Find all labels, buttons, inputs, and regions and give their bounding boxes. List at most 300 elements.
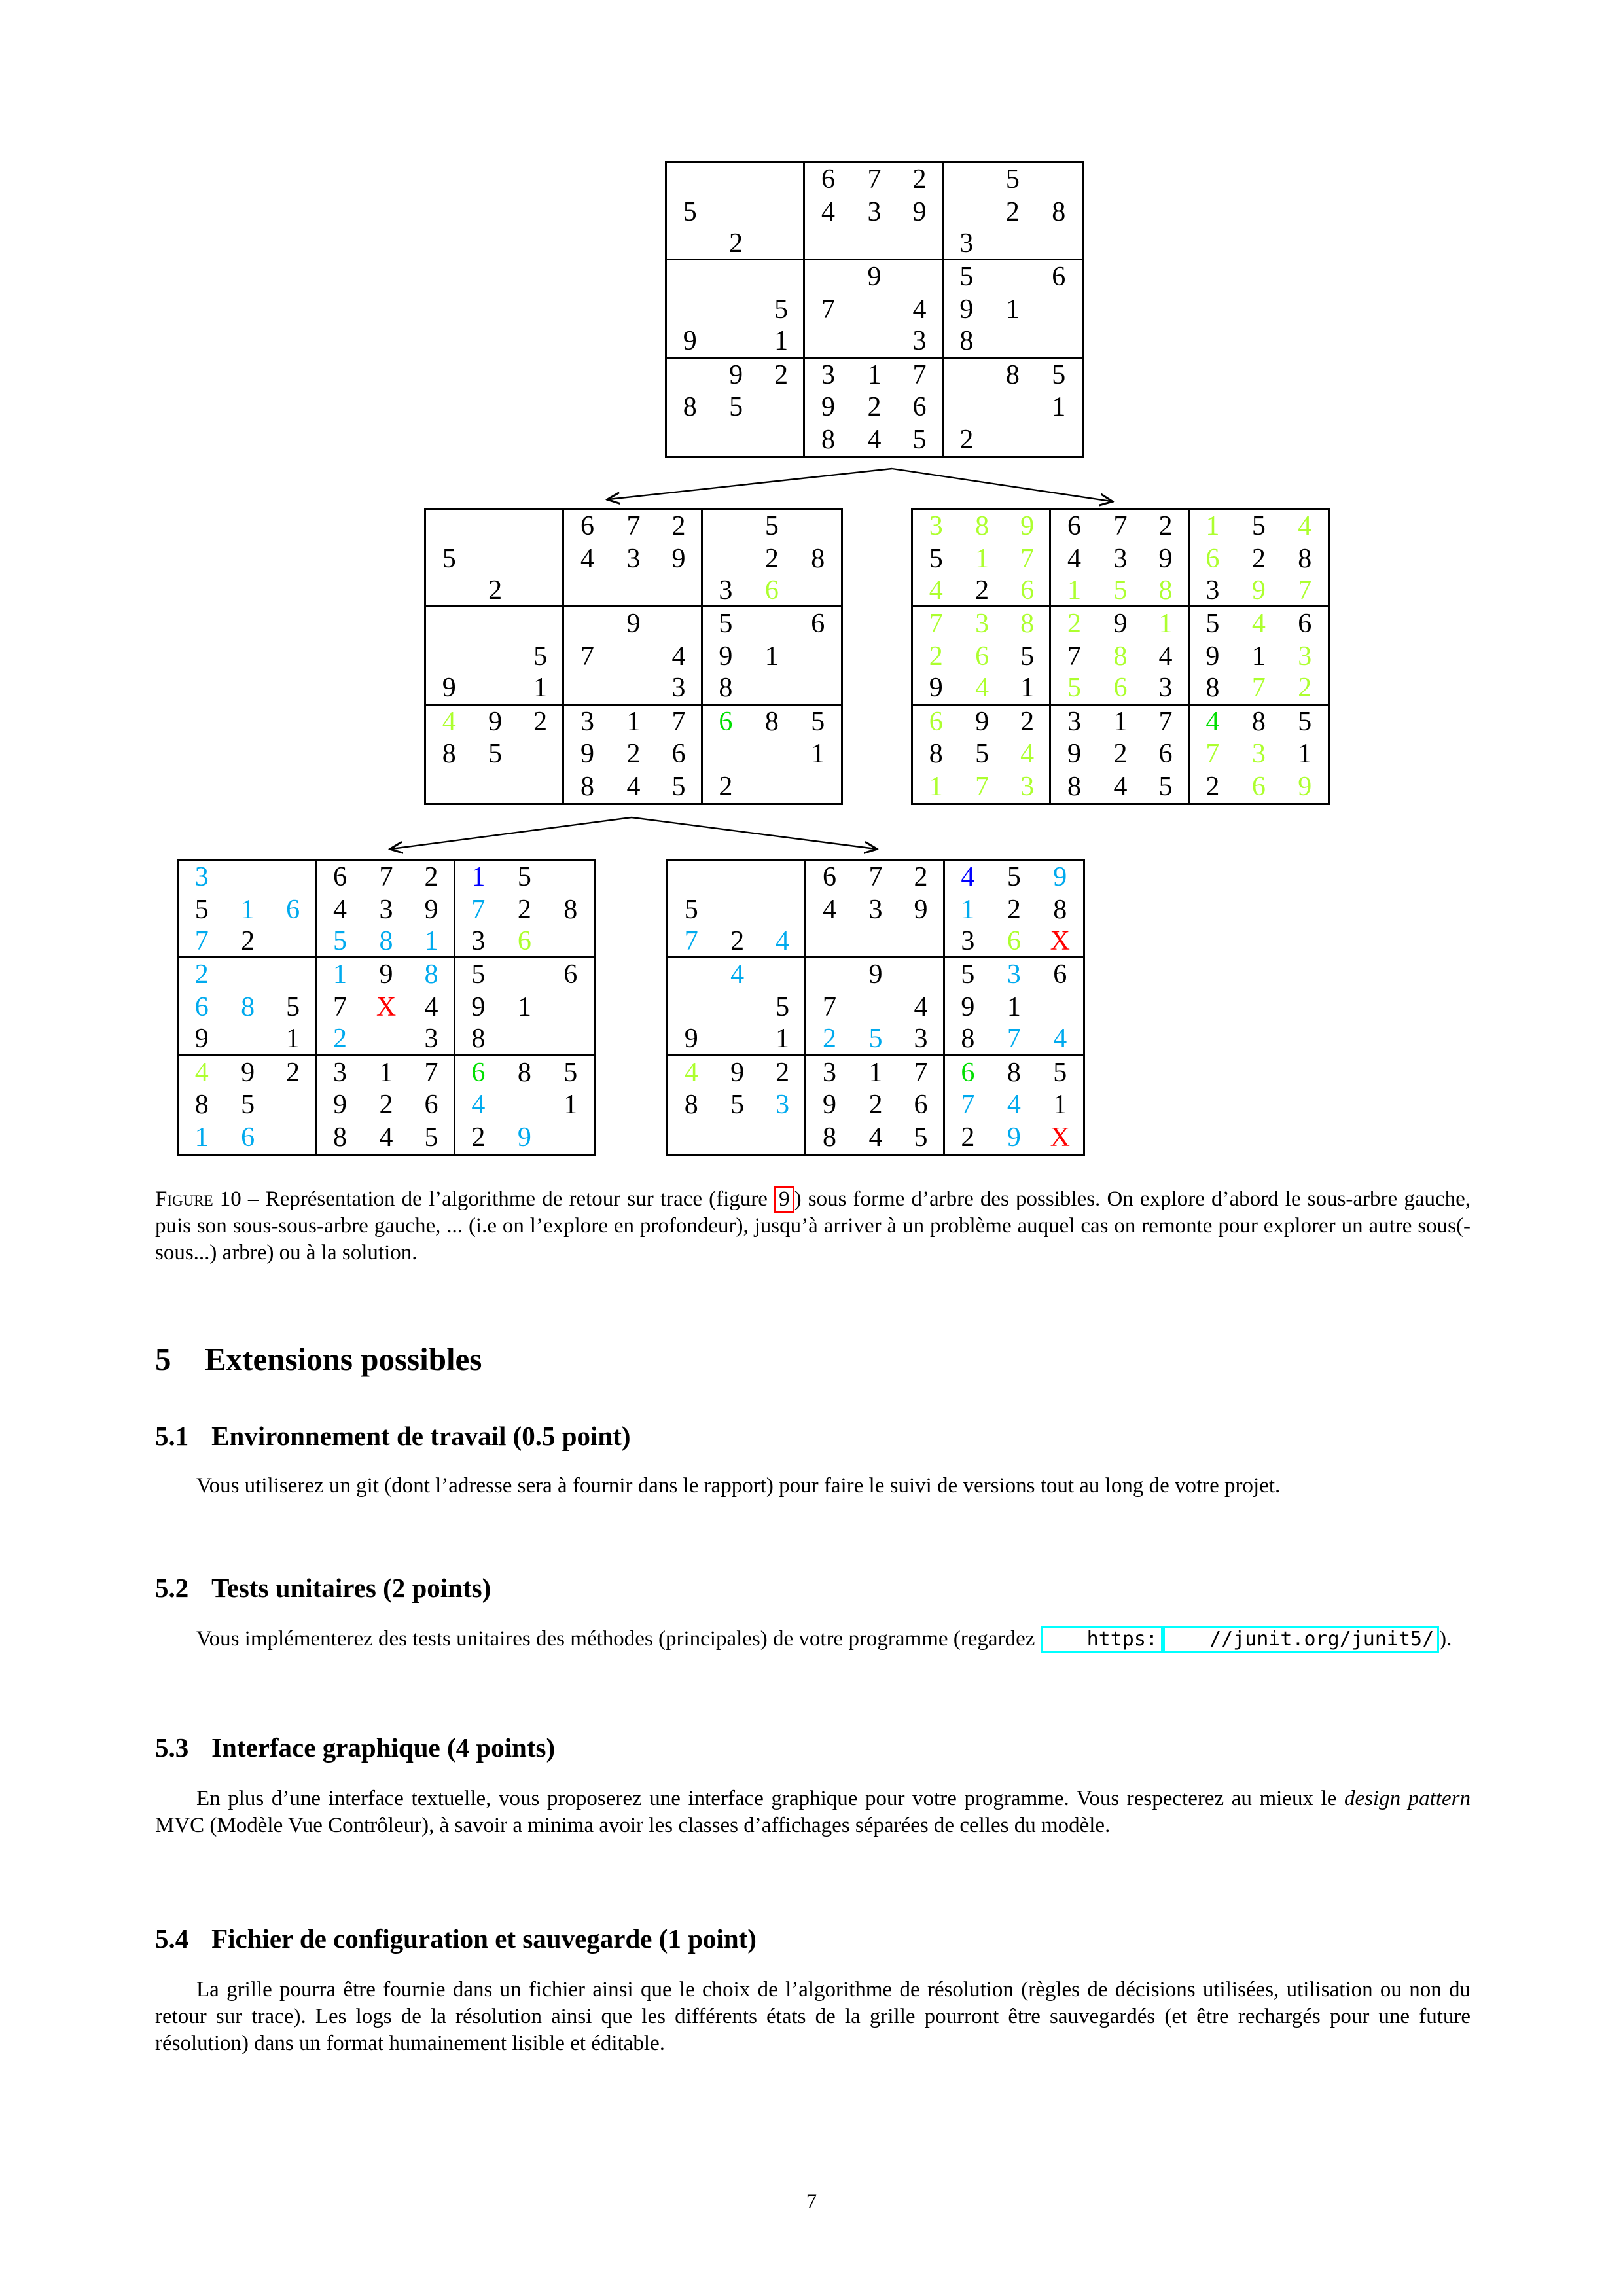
- sudoku-cell: 1: [929, 772, 943, 802]
- sudoku-cell: 6: [563, 960, 578, 990]
- sudoku-cell: [656, 575, 702, 608]
- sudoku-cell: 6: [749, 575, 794, 608]
- sudoku-cell: [501, 958, 547, 991]
- sudoku-cell: 9: [868, 960, 883, 990]
- section-5-3-text-after-italic: MVC (Modèle Vue Contrôleur), à savoir a minima avoir les classes d’affichages séparées de celles du modèle.: [155, 1814, 1111, 1837]
- sudoku-cell: 1: [1251, 641, 1266, 672]
- sudoku-cell: 8: [1113, 641, 1128, 672]
- sudoku-cell: [759, 391, 805, 423]
- sudoku-cell: 4: [730, 960, 745, 990]
- sudoku-cell: [472, 543, 518, 575]
- sudoku-cell: [899, 926, 944, 959]
- sudoku-cell: [564, 607, 610, 640]
- sudoku-cell: X: [376, 992, 397, 1022]
- sudoku-cell: [668, 861, 714, 893]
- sudoku-cell: [518, 543, 564, 575]
- sudoku-cell: [806, 926, 852, 959]
- sudoku-cell: 1: [1005, 294, 1020, 325]
- sudoku-cell: 9: [961, 992, 975, 1022]
- sudoku-cell: 8: [811, 543, 825, 574]
- sudoku-cell: 4: [1037, 1024, 1083, 1056]
- sudoku-cell: 2: [1005, 706, 1051, 738]
- sudoku-cell: 1: [1205, 511, 1220, 541]
- sudoku-cell: 4: [580, 543, 595, 574]
- sudoku-cell: 9: [426, 673, 472, 706]
- sudoku-cell: [472, 673, 518, 706]
- sudoku-cell: 9: [409, 893, 455, 926]
- sudoku-cell: 8: [455, 1024, 501, 1056]
- sudoku-cell: 2: [897, 163, 943, 196]
- sudoku-cell: 5: [1052, 359, 1066, 390]
- sudoku-cell: 6: [580, 511, 595, 541]
- sudoku-cell: 5: [442, 543, 456, 574]
- sudoku-cell: 4: [823, 894, 837, 925]
- sudoku-cell: 9: [897, 196, 943, 228]
- sudoku-cell: 8: [333, 1122, 348, 1153]
- sudoku-cell: 8: [1067, 772, 1082, 802]
- sudoku-cell: 3: [455, 926, 501, 959]
- sudoku-cell: 8: [823, 1122, 837, 1153]
- sudoku-cell: 9: [333, 1090, 348, 1121]
- sudoku-cell: 3: [656, 673, 702, 706]
- sudoku-cell: 5: [811, 706, 825, 737]
- sudoku-cell: 5: [471, 960, 486, 990]
- sudoku-cell: 6: [501, 926, 547, 959]
- sudoku-cell: [713, 260, 758, 293]
- sudoku-cell: 9: [1005, 510, 1051, 543]
- sudoku-cell: 8: [517, 1057, 531, 1088]
- sudoku-cell: 1: [764, 641, 779, 672]
- sudoku-cell: 7: [471, 894, 486, 925]
- sudoku-cell: [759, 163, 805, 196]
- sudoku-cell: 1: [194, 1122, 209, 1153]
- sudoku-cell: 3: [1007, 960, 1021, 990]
- sudoku-cell: X: [1037, 926, 1083, 959]
- sudoku-cell: 2: [1007, 894, 1021, 925]
- figure-caption-text-after-ref: ) sous forme d’arbre des possibles. On explore d’abord le sous-arbre gauche, puis son sous-sous-arbre gauche, ... (i.e on l’explore en profondeur), jusqu’à arriver à un problème auquel cas on remonte pour explorer un autre sous(-sous...) arbre) ou à la solution.: [155, 1187, 1471, 1265]
- sudoku-cell: [611, 575, 656, 608]
- sudoku-cell: 5: [1051, 673, 1097, 706]
- sudoku-cell: 3: [194, 861, 209, 892]
- sudoku-cell: 9: [668, 1024, 714, 1056]
- sudoku-cell: 5: [488, 739, 503, 770]
- section-5-2-text-after-link: ).: [1439, 1627, 1452, 1651]
- sudoku-cell: 2: [764, 543, 779, 574]
- sudoku-cell: [990, 391, 1035, 423]
- section-5-1-paragraph: Vous utiliserez un git (dont l’adresse sera à fournir dans le rapport) pour faire le suivi de versions tout au long de votre projet.: [196, 1474, 1281, 1498]
- sudoku-cell: 2: [899, 861, 944, 893]
- sudoku-cell: [548, 1121, 594, 1154]
- sudoku-cell: 9: [913, 673, 959, 706]
- sudoku-cell: [363, 1024, 409, 1056]
- sudoku-cell: 3: [626, 543, 641, 574]
- sudoku-cell: 1: [867, 359, 882, 390]
- sudoku-cell: 7: [868, 861, 883, 892]
- sudoku-cell: [472, 770, 518, 803]
- sudoku-cell: [667, 423, 713, 456]
- junit-link-part-2[interactable]: //junit.org/junit5/: [1163, 1626, 1439, 1653]
- sudoku-cell: 9: [241, 1057, 255, 1088]
- sudoku-cell: 9: [379, 960, 393, 990]
- sudoku-cell: 6: [1067, 511, 1082, 541]
- sudoku-cell: 8: [684, 1090, 698, 1121]
- sudoku-cell: 9: [729, 359, 743, 390]
- sudoku-cell: [760, 1121, 806, 1154]
- sudoku-cell: X: [1050, 1122, 1070, 1153]
- sudoku-cell: 1: [379, 1057, 393, 1088]
- section-5-4-paragraph: La grille pourra être fournie dans un fichier ainsi que le choix de l’algorithme de résolution (règles de décisions utilisées, utilisation ou non du retour sur trace). Les logs de la résolution ainsi que les différents états de la grille pourront être sauvegardés (et être rechargés pour une future résolution) dans un format humainement lisible et éditable.: [155, 1978, 1471, 2055]
- sudoku-cell: 2: [959, 575, 1005, 608]
- sudoku-cell: [564, 673, 610, 706]
- sudoku-cell: [990, 260, 1035, 293]
- sudoku-cell: [795, 673, 841, 706]
- sudoku-cell: [1037, 991, 1083, 1024]
- sudoku-cell: [271, 958, 317, 991]
- sudoku-cell: 6: [656, 738, 702, 770]
- sudoku-cell: [990, 423, 1035, 456]
- sudoku-cell: 5: [961, 960, 975, 990]
- sudoku-cell: 7: [991, 1024, 1037, 1056]
- sudoku-cell: 2: [867, 392, 882, 423]
- sudoku-cell: 5: [929, 543, 943, 574]
- sudoku-cell: 7: [1005, 543, 1051, 575]
- figure-9-reference-link[interactable]: 9: [774, 1186, 794, 1213]
- sudoku-cell: 2: [472, 575, 518, 608]
- sudoku-cell: 5: [1005, 640, 1051, 673]
- sudoku-cell: 4: [333, 894, 348, 925]
- sudoku-cell: [667, 260, 713, 293]
- sudoku-cell: 4: [868, 1122, 883, 1153]
- sudoku-cell: [518, 607, 564, 640]
- figure-caption-label: Figure 10: [155, 1187, 241, 1211]
- sudoku-cell: 3: [1113, 543, 1128, 574]
- sudoku-cell: 9: [899, 893, 944, 926]
- sudoku-cell: [224, 861, 270, 893]
- sudoku-cell: [472, 607, 518, 640]
- sudoku-cell: 4: [867, 425, 882, 456]
- sudoku-cell: 6: [897, 391, 943, 423]
- sudoku-cell: 6: [899, 1088, 944, 1121]
- sudoku-cell: 4: [1298, 511, 1312, 541]
- sudoku-cell: 5: [975, 739, 990, 770]
- sudoku-cell: 4: [656, 640, 702, 673]
- sudoku-cell: 6: [194, 992, 209, 1022]
- sudoku-cell: [548, 1024, 594, 1056]
- sudoku-cell: [518, 738, 564, 770]
- sudoku-cell: 5: [409, 1121, 455, 1154]
- sudoku-cell: 5: [656, 770, 702, 803]
- sudoku-cell: 7: [961, 1090, 975, 1121]
- section-5-4-number: 5.4: [155, 1924, 189, 1954]
- sudoku-cell: 4: [959, 673, 1005, 706]
- sudoku-cell: 5: [1143, 770, 1189, 803]
- sudoku-cell: 7: [897, 359, 943, 391]
- sudoku-cell: 8: [1298, 543, 1312, 574]
- sudoku-cell: 2: [713, 228, 758, 261]
- sudoku-cell: 9: [1113, 609, 1128, 639]
- sudoku-cell: 1: [1298, 739, 1312, 770]
- section-5-heading: [155, 1340, 482, 1378]
- sudoku-cell: 5: [729, 392, 743, 423]
- sudoku-cell: 5: [684, 894, 698, 925]
- sudoku-cell: 3: [760, 1088, 806, 1121]
- sudoku-cell: [897, 260, 943, 293]
- sudoku-cell: [703, 543, 749, 575]
- sudoku-cell: 9: [1298, 772, 1312, 802]
- sudoku-cell: 6: [1143, 738, 1189, 770]
- sudoku-cell: 3: [868, 894, 883, 925]
- sudoku-cell: 3: [1005, 770, 1051, 803]
- sudoku-cell: 2: [1282, 673, 1328, 706]
- sudoku-cell: [668, 991, 714, 1024]
- sudoku-cell: 7: [929, 609, 943, 639]
- sudoku-cell: 7: [333, 992, 348, 1022]
- sudoku-cell: 9: [1067, 739, 1082, 770]
- sudoku-cell: 1: [241, 894, 255, 925]
- sudoku-cell: 8: [1007, 1057, 1021, 1088]
- junit-link-part-1[interactable]: https:: [1041, 1626, 1163, 1653]
- sudoku-cell: 6: [333, 861, 348, 892]
- sudoku-cell: 2: [317, 1024, 363, 1056]
- section-5-1-heading: [155, 1420, 631, 1452]
- sudoku-cell: 9: [179, 1024, 224, 1056]
- sudoku-cell: [564, 575, 610, 608]
- sudoku-cell: 2: [1067, 609, 1082, 639]
- sudoku-cell: 9: [719, 641, 733, 672]
- sudoku-cell: 3: [945, 926, 991, 959]
- sudoku-cell: 7: [409, 1056, 455, 1089]
- sudoku-cell: 2: [929, 641, 943, 672]
- sudoku-cell: 8: [442, 739, 456, 770]
- sudoku-cell: 9: [1143, 543, 1189, 575]
- sudoku-cell: 3: [1067, 706, 1082, 737]
- sudoku-cell: 5: [683, 196, 697, 227]
- sudoku-cell: 9: [1236, 575, 1281, 608]
- sudoku-cell: 7: [656, 706, 702, 738]
- sudoku-cell: [713, 196, 758, 228]
- sudoku-cell: 7: [1143, 706, 1189, 738]
- sudoku-cell: [795, 770, 841, 803]
- sudoku-cell: 2: [379, 1090, 393, 1121]
- sudoku-cell: 7: [821, 294, 836, 325]
- sudoku-cell: [271, 926, 317, 959]
- sudoku-cell: 7: [379, 861, 393, 892]
- sudoku-cell: 2: [471, 1122, 486, 1153]
- sudoku-cell: [271, 1121, 317, 1154]
- section-5-number: 5: [155, 1341, 171, 1377]
- sudoku-cell: 9: [959, 294, 974, 325]
- sudoku-cell: [501, 1088, 547, 1121]
- sudoku-cell: 3: [409, 1024, 455, 1056]
- sudoku-cell: 7: [899, 1056, 944, 1089]
- sudoku-cell: 2: [517, 894, 531, 925]
- sudoku-cell: 5: [959, 262, 974, 293]
- sudoku-cell: 7: [179, 926, 224, 959]
- sudoku-cell: [713, 423, 758, 456]
- sudoku-cell: 5: [563, 1057, 578, 1088]
- sudoku-cell: 4: [897, 293, 943, 326]
- figure-caption-dash: –: [241, 1187, 266, 1211]
- sudoku-cell: [426, 640, 472, 673]
- sudoku-cell: 1: [1113, 706, 1128, 737]
- sudoku-cell: 6: [1251, 772, 1266, 802]
- design-pattern-italic: design pattern: [1344, 1787, 1471, 1810]
- sudoku-cell: 1: [518, 673, 564, 706]
- sudoku-cell: 6: [241, 1122, 255, 1153]
- sudoku-cell: 3: [867, 196, 882, 227]
- sudoku-cell: 4: [626, 772, 641, 802]
- sudoku-cell: 1: [1005, 673, 1051, 706]
- sudoku-cell: [759, 228, 805, 261]
- sudoku-cell: 4: [1067, 543, 1082, 574]
- sudoku-cell: 9: [667, 326, 713, 359]
- sudoku-cell: [760, 893, 806, 926]
- sudoku-cell: [1036, 326, 1082, 359]
- sudoku-cell: 7: [580, 641, 595, 672]
- sudoku-cell: 8: [764, 706, 779, 737]
- sudoku-grid-bottom-right-branch: [666, 859, 1085, 1156]
- sudoku-cell: 3: [1251, 739, 1266, 770]
- sudoku-cell: [760, 958, 806, 991]
- sudoku-cell: [656, 607, 702, 640]
- section-5-2-number: 5.2: [155, 1573, 189, 1603]
- sudoku-cell: [851, 228, 897, 261]
- sudoku-cell: 3: [379, 894, 393, 925]
- sudoku-cell: 2: [1205, 772, 1220, 802]
- sudoku-cell: 6: [1053, 960, 1067, 990]
- sudoku-cell: 8: [363, 926, 409, 959]
- sudoku-cell: 9: [580, 739, 595, 770]
- sudoku-cell: 2: [759, 359, 805, 391]
- sudoku-cell: 3: [1143, 673, 1189, 706]
- sudoku-cell: 4: [1205, 706, 1220, 737]
- sudoku-cell: [851, 293, 897, 326]
- sudoku-cell: [667, 359, 713, 391]
- page-number: 7: [806, 2190, 817, 2214]
- sudoku-cell: [1036, 163, 1082, 196]
- section-5-2-title: Tests unitaires (2 points): [211, 1573, 491, 1603]
- sudoku-cell: 8: [1053, 894, 1067, 925]
- sudoku-cell: 9: [1205, 641, 1220, 672]
- sudoku-cell: [1036, 423, 1082, 456]
- sudoku-cell: 5: [1005, 164, 1020, 194]
- sudoku-cell: 5: [1097, 575, 1143, 608]
- sudoku-cell: [611, 673, 656, 706]
- sudoku-cell: 1: [626, 706, 641, 737]
- sudoku-cell: [853, 926, 899, 959]
- sudoku-cell: [759, 423, 805, 456]
- sudoku-cell: 2: [656, 510, 702, 543]
- sudoku-cell: [805, 260, 851, 293]
- sudoku-cell: 7: [1205, 739, 1220, 770]
- sudoku-cell: 2: [271, 1056, 317, 1089]
- sudoku-cell: 2: [760, 1056, 806, 1089]
- sudoku-cell: 3: [823, 1057, 837, 1088]
- sudoku-cell: 1: [811, 739, 825, 770]
- sudoku-cell: 7: [867, 164, 882, 194]
- sudoku-cell: 6: [975, 641, 990, 672]
- sudoku-cell: 5: [730, 1090, 745, 1121]
- sudoku-cell: [1036, 228, 1082, 261]
- sudoku-cell: [518, 770, 564, 803]
- sudoku-cell: 4: [442, 706, 456, 737]
- arrow-root-to-left: [609, 469, 892, 499]
- section-5-3-title: Interface graphique (4 points): [211, 1732, 556, 1763]
- sudoku-cell: 5: [1251, 511, 1266, 541]
- sudoku-cell: 4: [379, 1122, 393, 1153]
- sudoku-cell: 4: [760, 926, 806, 959]
- sudoku-cell: [518, 510, 564, 543]
- sudoku-cell: [1036, 293, 1082, 326]
- sudoku-cell: 9: [471, 992, 486, 1022]
- sudoku-cell: 8: [683, 392, 697, 423]
- sudoku-cell: 8: [580, 772, 595, 802]
- sudoku-cell: [714, 893, 760, 926]
- sudoku-cell: [611, 640, 656, 673]
- sudoku-cell: 1: [961, 894, 975, 925]
- sudoku-cell: [749, 673, 794, 706]
- sudoku-cell: 7: [975, 772, 990, 802]
- sudoku-cell: 2: [626, 739, 641, 770]
- sudoku-cell: 9: [867, 262, 882, 293]
- sudoku-cell: [713, 326, 758, 359]
- sudoku-cell: [714, 1024, 760, 1056]
- sudoku-cell: 3: [580, 706, 595, 737]
- sudoku-cell: [760, 861, 806, 893]
- sudoku-cell: [795, 640, 841, 673]
- sudoku-cell: [806, 958, 852, 991]
- sudoku-cell: [224, 1024, 270, 1056]
- sudoku-cell: 8: [929, 739, 943, 770]
- sudoku-cell: 1: [471, 861, 486, 892]
- sudoku-cell: 3: [333, 1057, 348, 1088]
- sudoku-cell: 9: [1007, 1122, 1021, 1153]
- sudoku-cell: [714, 861, 760, 893]
- sudoku-cell: 6: [1097, 673, 1143, 706]
- section-5-4-heading: [155, 1923, 757, 1954]
- sudoku-cell: 1: [975, 543, 990, 574]
- sudoku-cell: [667, 293, 713, 326]
- sudoku-cell: [795, 575, 841, 608]
- sudoku-cell: 2: [868, 1090, 883, 1121]
- sudoku-cell: 9: [656, 543, 702, 575]
- sudoku-cell: [749, 738, 794, 770]
- sudoku-cell: 3: [975, 609, 990, 639]
- sudoku-cell: 8: [1143, 575, 1189, 608]
- sudoku-cell: 5: [317, 926, 363, 959]
- sudoku-cell: 5: [719, 609, 733, 639]
- sudoku-cell: [501, 1024, 547, 1056]
- sudoku-cell: 2: [194, 960, 209, 990]
- section-5-3-number: 5.3: [155, 1732, 189, 1763]
- sudoku-cell: [805, 228, 851, 261]
- sudoku-cell: 4: [961, 861, 975, 892]
- sudoku-cell: 3: [899, 1024, 944, 1056]
- sudoku-cell: 3: [897, 326, 943, 359]
- sudoku-cell: 8: [975, 511, 990, 541]
- sudoku-cell: 6: [1298, 609, 1312, 639]
- sudoku-grid-bottom-left-branch: [177, 859, 596, 1156]
- sudoku-cell: 8: [1005, 607, 1051, 640]
- sudoku-cell: 5: [759, 293, 805, 326]
- arrow-root-to-right: [892, 469, 1111, 501]
- sudoku-cell: 6: [271, 893, 317, 926]
- sudoku-cell: 2: [1113, 739, 1128, 770]
- sudoku-cell: [426, 575, 472, 608]
- sudoku-cell: 7: [1113, 511, 1128, 541]
- sudoku-cell: 8: [945, 1024, 991, 1056]
- sudoku-cell: 4: [1007, 1090, 1021, 1121]
